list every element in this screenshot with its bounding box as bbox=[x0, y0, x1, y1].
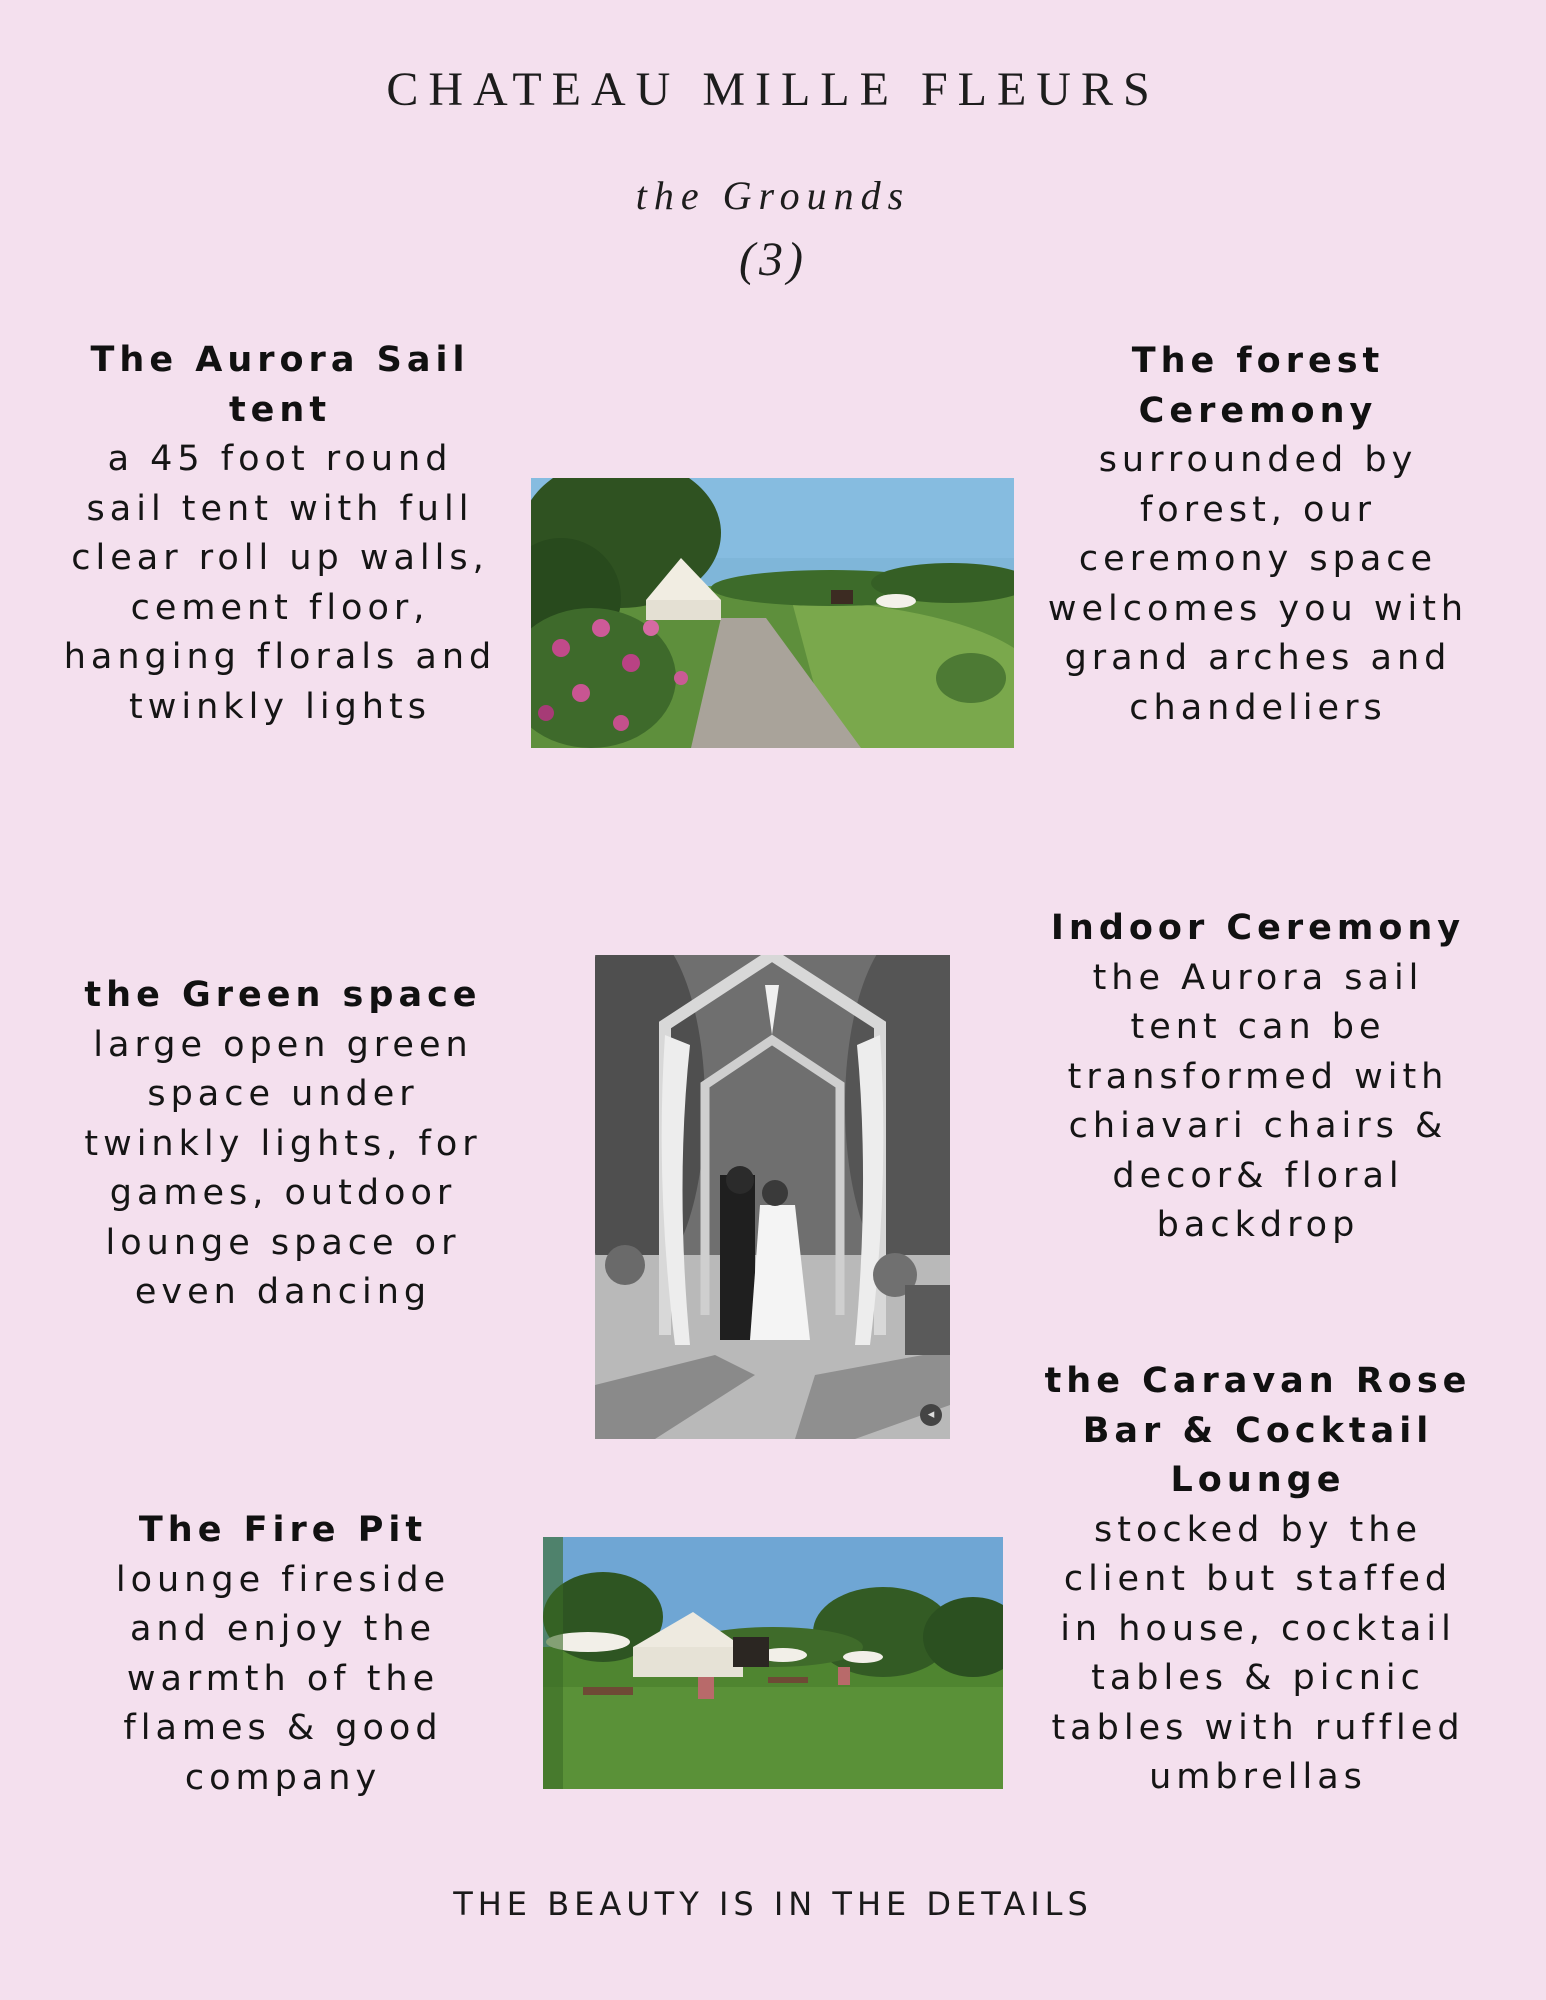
section-text: chiavari chairs & bbox=[1068, 1106, 1448, 1146]
section-heading: Ceremony bbox=[1138, 390, 1378, 431]
page-number: (3) bbox=[739, 233, 807, 286]
section-green-space bbox=[50, 971, 516, 1318]
section-text: welcomes you with bbox=[1047, 588, 1469, 629]
photo-lawn-umbrellas bbox=[543, 1537, 1003, 1789]
section-indoor-ceremony bbox=[1030, 904, 1486, 1251]
section-text: flames & good bbox=[123, 1708, 443, 1748]
section-forest-ceremony bbox=[1030, 337, 1486, 733]
section-text: chandeliers bbox=[1129, 687, 1387, 728]
section-heading: Lounge bbox=[1170, 1460, 1346, 1500]
section-text: a 45 foot round bbox=[107, 439, 453, 479]
section-text: hanging florals and bbox=[63, 637, 497, 677]
section-text: stocked by the bbox=[1093, 1509, 1422, 1550]
page-subtitle: the Grounds bbox=[635, 173, 911, 218]
section-heading: The forest bbox=[1131, 341, 1385, 381]
section-text: decor& floral bbox=[1112, 1155, 1404, 1196]
section-text: clear roll up walls, bbox=[71, 538, 489, 578]
section-text: tables & picnic bbox=[1091, 1658, 1425, 1698]
section-heading: The Fire Pit bbox=[138, 1510, 428, 1550]
footer-tagline: THE BEAUTY IS IN THE DETAILS bbox=[453, 1885, 1093, 1923]
brand-title: CHATEAU MILLE FLEURS bbox=[386, 63, 1160, 116]
section-text: cement floor, bbox=[130, 587, 430, 628]
section-aurora-sail-tent bbox=[40, 336, 520, 732]
section-heading: Bar & Cocktail bbox=[1082, 1410, 1434, 1451]
section-caravan-rose-bar bbox=[1030, 1357, 1486, 1803]
section-text: tent can be bbox=[1130, 1007, 1386, 1047]
section-text: backdrop bbox=[1156, 1205, 1360, 1245]
section-text: client but staffed bbox=[1063, 1559, 1453, 1599]
section-heading: Indoor Ceremony bbox=[1050, 908, 1466, 948]
section-text: even dancing bbox=[134, 1272, 432, 1312]
section-text: twinkly lights, for bbox=[84, 1123, 482, 1164]
section-text: in house, cocktail bbox=[1060, 1608, 1456, 1649]
section-text: warmth of the bbox=[126, 1658, 440, 1699]
section-heading: The Aurora Sail bbox=[90, 340, 470, 380]
section-text: umbrellas bbox=[1149, 1757, 1367, 1797]
section-heading: the Caravan Rose bbox=[1044, 1361, 1472, 1401]
photo-couple-arch-video[interactable] bbox=[595, 955, 950, 1439]
section-text: games, outdoor bbox=[109, 1173, 457, 1213]
section-text: twinkly lights bbox=[129, 686, 431, 727]
photo-garden-path-tent bbox=[531, 478, 1014, 748]
section-text: surrounded by bbox=[1098, 440, 1418, 480]
section-text: sail tent with full bbox=[86, 488, 474, 529]
section-text: the Aurora sail bbox=[1092, 957, 1424, 998]
section-text: transformed with bbox=[1067, 1056, 1449, 1097]
section-text: large open green bbox=[93, 1024, 473, 1065]
section-text: company bbox=[184, 1757, 382, 1798]
section-text: grand arches and bbox=[1064, 638, 1452, 678]
speaker-icon[interactable]: ◂ bbox=[920, 1404, 942, 1426]
section-text: and enjoy the bbox=[129, 1609, 437, 1649]
section-heading: the Green space bbox=[84, 975, 482, 1015]
section-text: forest, our bbox=[1139, 489, 1377, 530]
section-text: ceremony space bbox=[1078, 539, 1438, 579]
section-text: space under bbox=[147, 1074, 419, 1114]
section-text: lounge space or bbox=[105, 1222, 461, 1263]
section-fire-pit bbox=[50, 1506, 516, 1803]
section-text: tables with ruffled bbox=[1051, 1707, 1465, 1748]
section-text: lounge fireside bbox=[115, 1559, 451, 1600]
section-heading: tent bbox=[228, 389, 332, 430]
